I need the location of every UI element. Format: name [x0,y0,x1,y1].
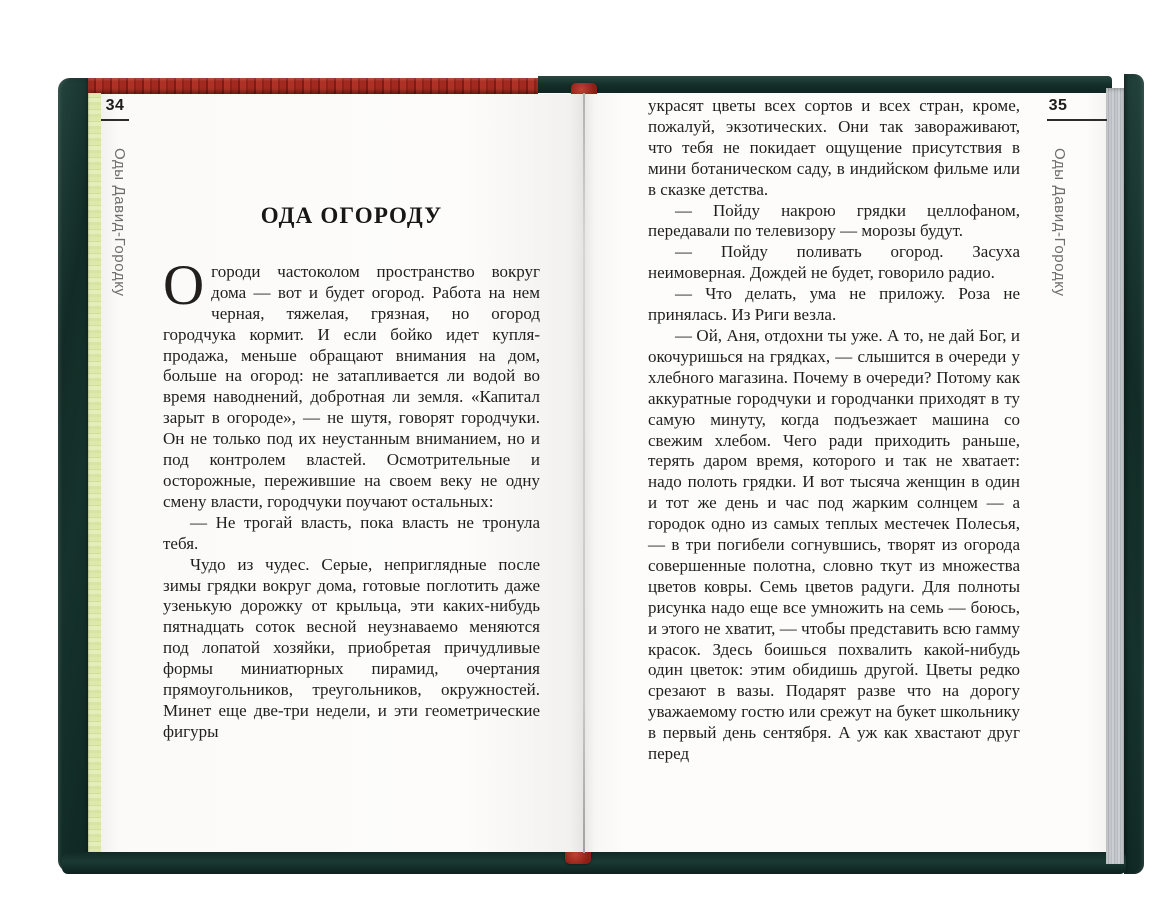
paragraph: — Не трогай власть, пока власть не тронула тебя. [163,512,540,553]
page-number-rule-left [101,119,129,121]
fore-edge-page-stack [1106,88,1124,864]
page-number-left: 34 [105,97,125,114]
paragraph: украсят цветы всех сортов и всех стран, кроме, пожалуй, экзотических. Они так завораживают, что тебя не покидает ощущение присутствия в мини ботаническом саду, в индийском фильме или в сказке детства. [648,96,1020,199]
page-right [585,94,1106,852]
drop-cap: О [163,253,205,317]
book-pages-top-edge-red [88,78,538,94]
paragraph: — Ой, Аня, отдохни ты уже. А то, не дай Бог, и окочуришься на грядках, — слышится в очереди у хлебного магазина. Почему в очереди? Потому как аккуратные городчуки и городчанки приходят в ту самую минуту, когда подъезжает машина со свежим хлебом. Чего ради приходить раньше, терять даром время, которого и так не хватает: надо полоть грядки. И вот тысяча женщин в один и тот же день и час под жарким солнцем — а городок одно из самых теплых местечек Полесья, — в три погибели согнувшись, творят из огорода совершенные полотна, словно ткут из множества цветов ковры. Семь цветов радуги. Для полноты рисунка надо еще все умножить на семь — боюсь, и этого не хватит, — чтобы представить всю гамму красок. Здесь боишься похвалить какой-нибудь один цветок: этим обидишь другой. Цветы редко срезают в вазы. Подарят разве что на дорогу уважаемому гостю или срежут на букет школьнику в первый день сентября. А уж как хвастают друг перед [648,325,1020,764]
running-head-right: Оды Давид-Городку [1051,148,1068,297]
running-head-left: Оды Давид-Городку [111,148,128,297]
endpaper-edge-strip [88,93,101,852]
book-cover-top-edge [538,76,1112,93]
paragraph [163,253,540,513]
text-column-left [163,203,540,743]
page-number-right: 35 [1048,97,1068,114]
book-cover-bottom-edge [62,852,1126,874]
book-cover-left-edge [58,78,90,872]
paragraph: Чудо из чудес. Серые, неприглядные после зимы грядки вокруг дома, готовые поглотить даже узенькую дорожку от крыльца, эти каких-нибудь пятнадцать соток весной неузнаваемо меняются под лопатой хозяйки, приобретая причудливые формы миниатюрных пирамид, очертания прямоугольников, треугольников, окружностей. Минет еще две-три недели, и эти геометрические фигуры [163,554,540,741]
book-cover-right-edge [1124,74,1144,874]
paragraph: — Пойду поливать огород. Засуха неимоверная. Дождей не будет, говорило радио. [648,242,1020,283]
paragraph: — Пойду накрою грядки целлофаном, передавали по телевизору — морозы будут. [648,200,1020,241]
paragraph: — Что делать, ума не приложу. Роза не принялась. Из Риги везла. [648,284,1020,325]
page-left [101,94,584,852]
text-column-right [648,96,1020,765]
paragraph-text: городи частоколом пространство вокруг дома — вот и будет огород. Работа на нем черная, тяжелая, грязная, но огород городчука кормит. И если бойко идет купля-продажа, меньше обращают внимания на дом, больше на огород: не затапливается ли водой во время наводнений, добротная ли земля. «Капитал зарыт в огороде», — не шутя, говорят городчуки. Он не только под их неустанным вниманием, но и под контролем властей. Осмотрительные и осторожные, пережившие на своем веку не одну смену власти, городчуки поучают остальных: [163,261,540,511]
chapter-title: ОДА ОГОРОДУ [260,203,443,228]
page-number-rule-right [1047,119,1107,121]
